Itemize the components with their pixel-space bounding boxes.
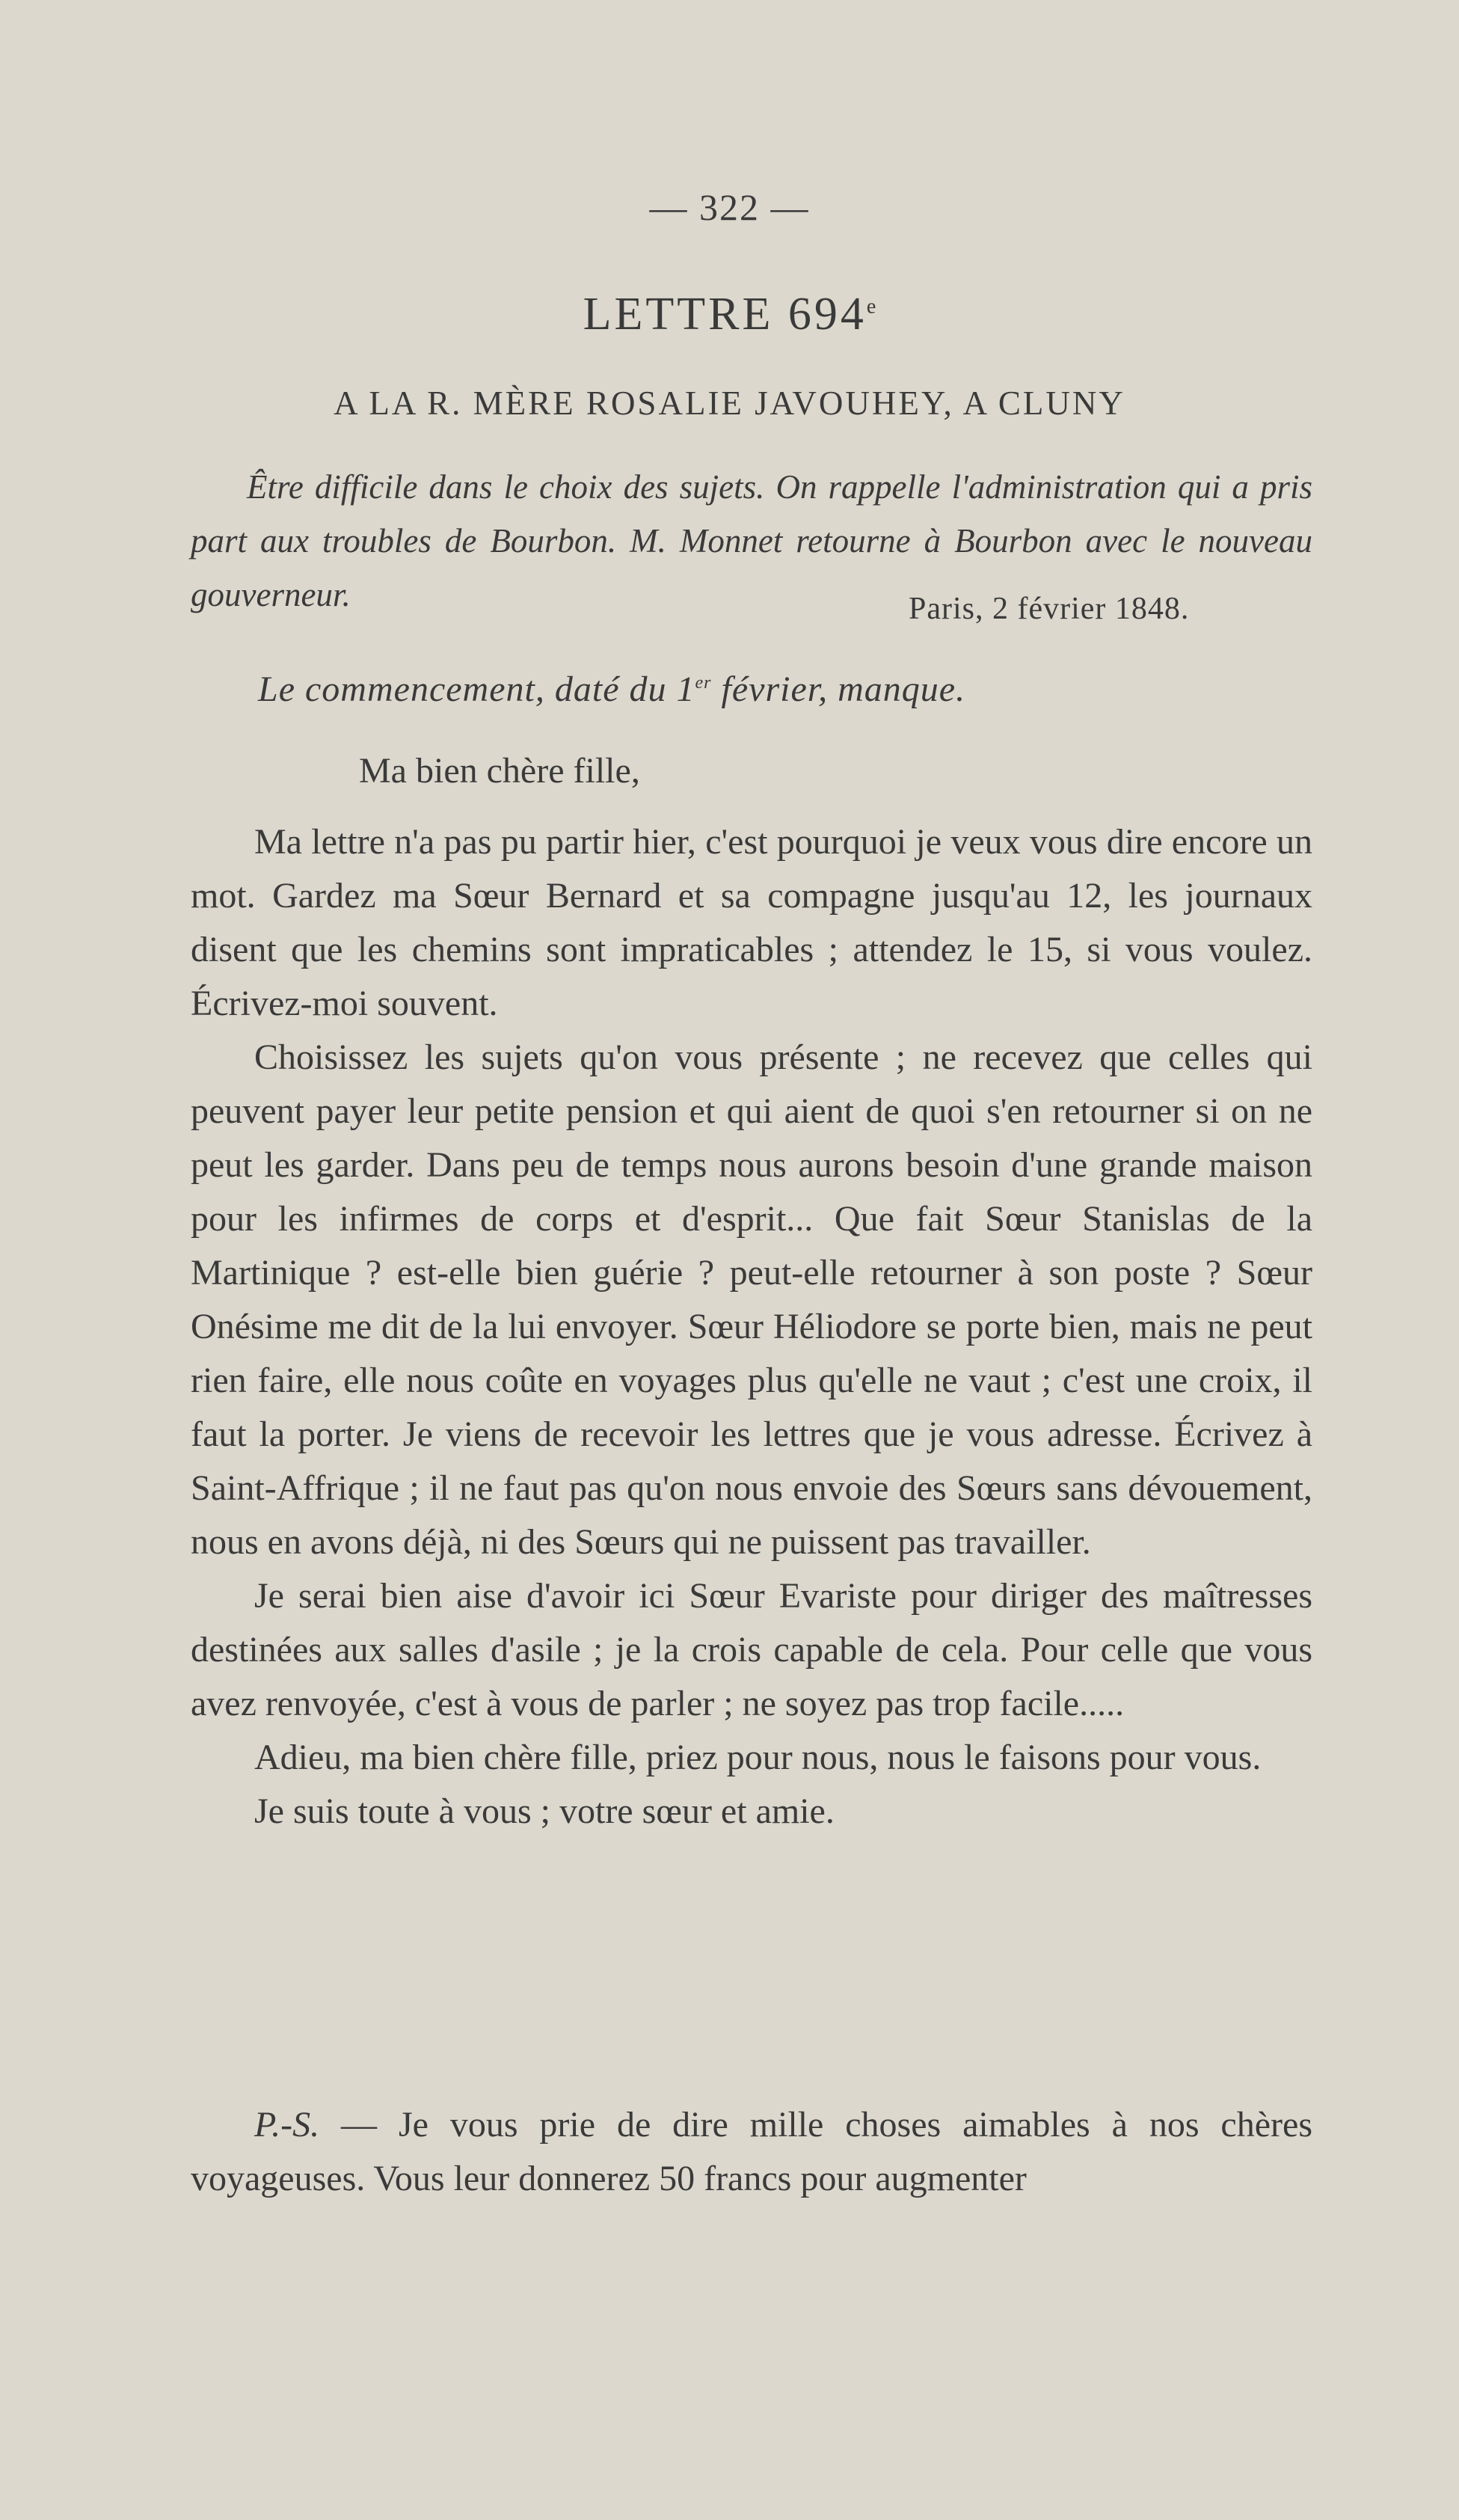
editor-note-superscript: er [695,673,712,693]
greeting: Ma bien chère fille, [359,751,640,791]
letter-title [0,288,1459,341]
postscript-label: P.-S. [254,2105,320,2145]
body-paragraph: Je serai bien aise d'avoir ici Sœur Evariste pour diriger des maîtresses destinées aux salles d'asile ; je la crois capable de cela. Pour celle que vous avez renvoyée, c'est à vous de parler ; ne soyez pas trop facile..... [191,1576,1312,1723]
page-number: — 322 — [649,186,810,228]
editor-note [258,669,965,710]
postscript-text: — Je vous prie de dire mille choses aimables à nos chères voyageuses. Vous leur donnerez 50 francs pour augmenter [191,2105,1312,2198]
body-paragraph: Adieu, ma bien chère fille, priez pour nous, nous le faisons pour vous. [254,1738,1262,1777]
body-paragraph: Choisissez les sujets qu'on vous présente ; ne recevez que celles qui peuvent payer leur petite pension et qui aient de quoi s'en retourner si on ne peut les garder. Dans peu de temps nous aurons besoin d'une grande maison pour les infirmes de corps et d'esprit... Que fait Sœur Stanislas de la Martinique ? est-elle bien guérie ? peut-elle retourner à son poste ? Sœur Onésime me dit de la lui envoyer. Sœur Héliodore se porte bien, mais ne peut rien faire, elle nous coûte en voyages plus qu'elle ne vaut ; c'est une croix, il faut la porter. Je viens de recevoir les lettres que je vous adresse. Écrivez à Saint-Affrique ; il ne faut pas qu'on nous envoie des Sœurs sans dévouement, nous en avons déjà, ni des Sœurs qui ne puissent pas travailler. [191,1037,1312,1562]
postscript [191,2098,1312,2206]
letter-title-text: LETTRE 694 [583,289,867,340]
dateline: Paris, 2 février 1848. [909,592,1190,626]
letter-body [191,815,1312,1839]
body-paragraph: Ma lettre n'a pas pu partir hier, c'est pourquoi je veux vous dire encore un mot. Gardez ma Sœur Bernard et sa compagne jusqu'au 12, les journaux disent que les chemins sont impraticables ; attendez le 15, si vous voulez. Écrivez-moi souvent. [191,822,1312,1023]
body-paragraph: Je suis toute à vous ; votre sœur et amie. [254,1791,835,1831]
letter-summary: Être difficile dans le choix des sujets. On rappelle l'administration qui a pris part aux troubles de Bourbon. M. Monnet retourne à Bourbon avec le nouveau gouverneur. [191,468,1312,613]
editor-note-before: Le commencement, daté du 1 [258,669,695,709]
recipient-heading: A LA R. MÈRE ROSALIE JAVOUHEY, A CLUNY [334,384,1125,422]
editor-note-after: février, manque. [711,669,966,709]
letter-title-superscript: e [866,295,876,319]
